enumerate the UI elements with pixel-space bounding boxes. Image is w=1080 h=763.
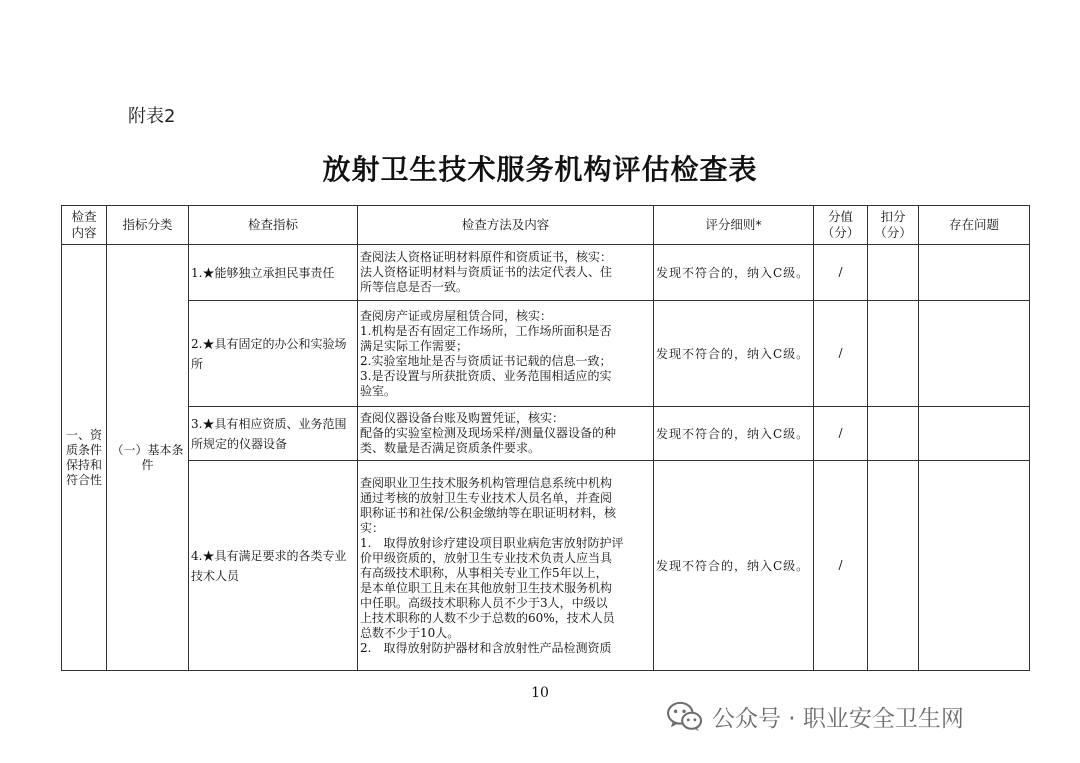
method-line: 中任职。高级技术职称人员不少于3人，中级以 xyxy=(360,595,608,610)
table-row xyxy=(62,407,1030,461)
method-line: 类、数量是否满足资质条件要求。 xyxy=(360,441,541,455)
method-line: 实： xyxy=(360,520,385,535)
indicator-cell: 2.★具有固定的办公和实验场所 xyxy=(189,301,358,407)
header-indicator: 检查指标 xyxy=(189,206,358,245)
method-cell xyxy=(358,301,654,407)
method-line: 满足实际工作需要； xyxy=(360,338,469,353)
page-title: 放射卫生技术服务机构评估检查表 xyxy=(322,153,758,186)
method-line: 查阅仪器设备台账及购置凭证，核实： xyxy=(360,411,565,425)
method-line: 职称证书和社保/公积金缴纳等在职证明材料，核 xyxy=(360,505,617,520)
method-cell xyxy=(358,461,654,671)
rule-cell: 发现不符合的，纳入C级。 xyxy=(654,301,814,407)
method-line: 上技术职称的人数不少于总数的60%，技术人员 xyxy=(360,610,615,625)
header-score: 分值 （分） xyxy=(814,206,868,245)
inspection-table xyxy=(61,205,1030,671)
header-issues: 存在问题 xyxy=(919,206,1030,245)
header-classification: 指标分类 xyxy=(107,206,189,245)
method-line: 配备的实验室检测及现场采样/测量仪器设备的种 xyxy=(360,426,617,440)
method-line: 1.机构是否有固定工作场所，工作场所面积是否 xyxy=(360,323,612,338)
method-cell xyxy=(358,407,654,461)
category-class: （一）基本条件 xyxy=(107,245,189,671)
deduction-cell[interactable] xyxy=(868,301,919,407)
wechat-icon xyxy=(666,701,704,733)
rule-cell: 发现不符合的，纳入C级。 xyxy=(654,461,814,671)
indicator-cell: 3.★具有相应资质、业务范围所规定的仪器设备 xyxy=(189,407,358,461)
rule-cell: 发现不符合的，纳入C级。 xyxy=(654,407,814,461)
category-content: 一、资质条件保持和符合性 xyxy=(62,245,107,671)
indicator-cell: 1.★能够独立承担民事责任 xyxy=(189,245,358,301)
method-line: 所等信息是否一致。 xyxy=(360,280,469,294)
deduction-cell[interactable] xyxy=(868,245,919,301)
watermark xyxy=(666,700,964,733)
score-cell: / xyxy=(814,407,868,461)
rule-cell: 发现不符合的，纳入C级。 xyxy=(654,245,814,301)
score-cell: / xyxy=(814,461,868,671)
page-number: 10 xyxy=(531,685,549,701)
score-cell: / xyxy=(814,245,868,301)
method-line: 通过考核的放射卫生专业技术人员名单，并查阅 xyxy=(360,490,613,505)
issues-cell[interactable] xyxy=(919,407,1030,461)
method-line: 是本单位职工且未在其他放射卫生技术服务机构 xyxy=(360,580,613,595)
method-cell xyxy=(358,245,654,301)
method-line: 查阅法人资格证明材料原件和资质证书，核实： xyxy=(360,250,613,264)
method-line: 总数不少于10人。 xyxy=(360,625,460,640)
indicator-cell: 4.★具有满足要求的各类专业技术人员 xyxy=(189,461,358,671)
method-line: 价甲级资质的，放射卫生专业技术负责人应当具 xyxy=(360,550,613,565)
attachment-label: 附表2 xyxy=(128,106,176,127)
deduction-cell[interactable] xyxy=(868,407,919,461)
score-cell: / xyxy=(814,301,868,407)
header-row xyxy=(62,206,1030,245)
header-deduction: 扣分 （分） xyxy=(868,206,919,245)
issues-cell[interactable] xyxy=(919,245,1030,301)
method-line: 3.是否设置与所获批资质、业务范围相适应的实 xyxy=(360,368,612,383)
method-line: 1. 取得放射诊疗建设项目职业病危害放射防护评 xyxy=(360,535,624,550)
watermark-text: 公众号 · 职业安全卫生网 xyxy=(712,706,964,732)
deduction-cell[interactable] xyxy=(868,461,919,671)
issues-cell[interactable] xyxy=(919,461,1030,671)
method-line: 2. 取得放射防护器材和含放射性产品检测资质 xyxy=(360,640,612,655)
table-row xyxy=(62,461,1030,671)
method-line: 验室。 xyxy=(360,383,397,398)
method-line: 2.实验室地址是否与资质证书记载的信息一致； xyxy=(360,353,612,368)
table-row xyxy=(62,301,1030,407)
header-content: 检查 内容 xyxy=(62,206,107,245)
table-row xyxy=(62,245,1030,301)
issues-cell[interactable] xyxy=(919,301,1030,407)
method-line: 法人资格证明材料与资质证书的法定代表人、住 xyxy=(360,265,613,279)
header-rule: 评分细则* xyxy=(654,206,814,245)
method-line: 查阅房产证或房屋租赁合同，核实： xyxy=(360,308,553,323)
method-line: 有高级技术职称，从事相关专业工作5年以上， xyxy=(360,565,608,580)
method-line: 查阅职业卫生技术服务机构管理信息系统中机构 xyxy=(360,475,613,490)
header-method: 检查方法及内容 xyxy=(358,206,654,245)
